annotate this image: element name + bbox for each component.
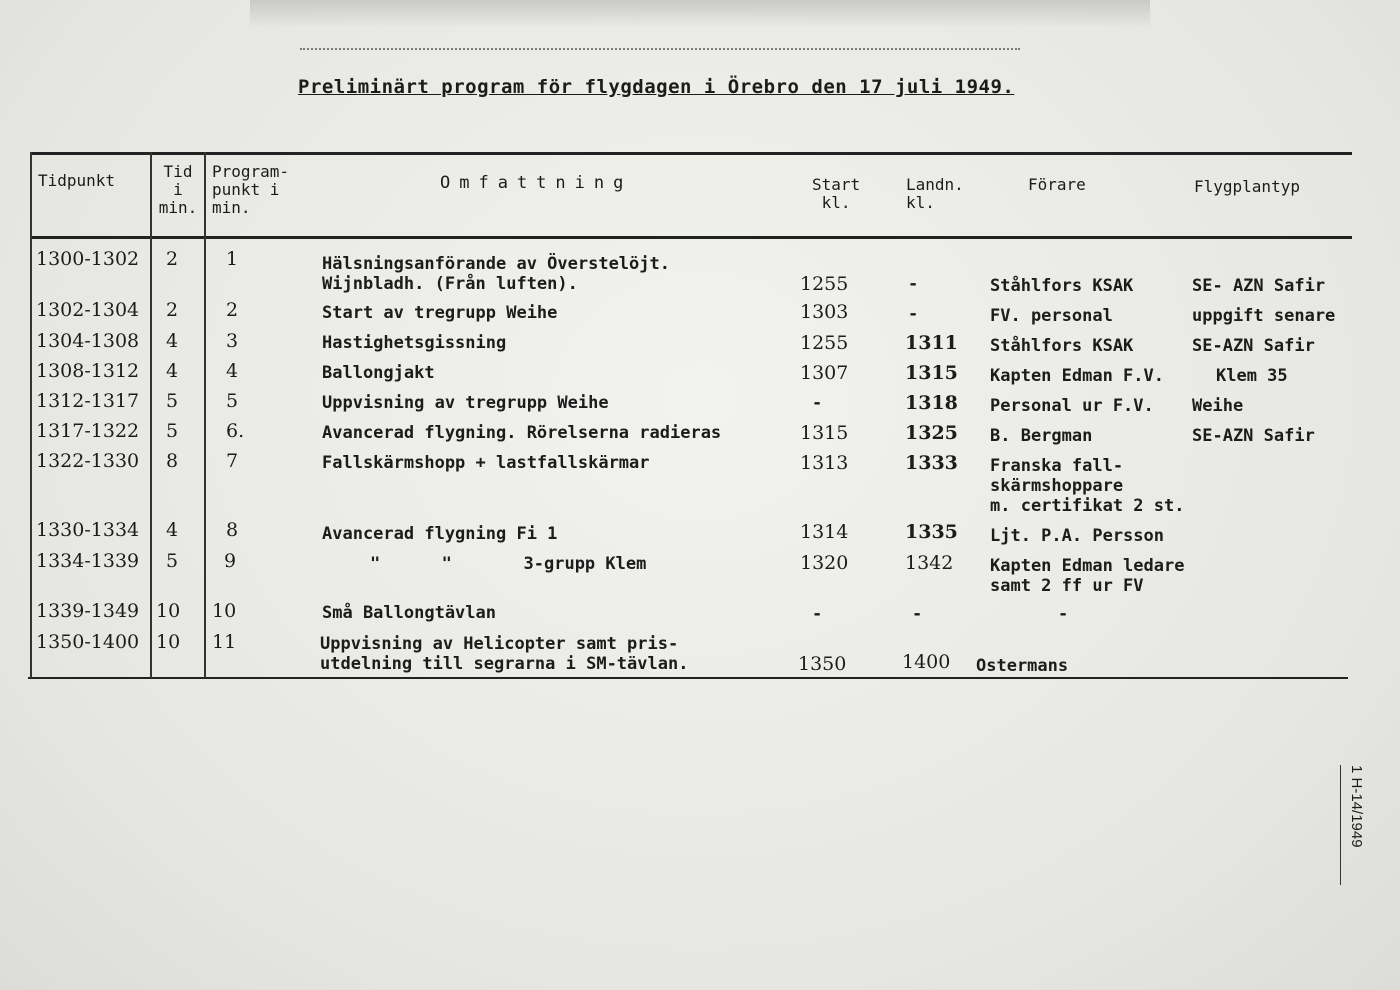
cell-tidpunkt: 1350-1400 <box>36 631 140 653</box>
cell-tid: 2 <box>166 299 179 321</box>
header-tidpunkt: Tidpunkt <box>38 171 116 190</box>
cell-forare: B. Bergman <box>990 426 1093 446</box>
cell-landning: 1315 <box>905 362 958 384</box>
cell-tid: 5 <box>166 420 179 442</box>
cell-tid: 5 <box>166 390 179 412</box>
cell-tid: 4 <box>166 330 179 352</box>
cell-punkt: 11 <box>212 631 237 653</box>
cell-landning: 1335 <box>905 521 958 543</box>
archive-reference-stamp: 1 H-14/1949 <box>1340 765 1365 885</box>
cell-start: 1255 <box>800 273 849 295</box>
cell-tid: 4 <box>166 360 179 382</box>
cell-punkt: 2 <box>226 299 239 321</box>
cell-landning: - <box>912 604 923 624</box>
cell-start: 1313 <box>800 452 849 474</box>
cell-forare: Personal ur F.V. <box>990 396 1154 416</box>
cell-punkt: 5 <box>226 390 239 412</box>
header-flygplantyp: Flygplantyp <box>1194 177 1300 196</box>
cell-flygplantyp: Weihe <box>1192 396 1244 416</box>
cell-landning: 1325 <box>905 422 958 444</box>
header-omfattning: Omfattning <box>440 173 633 193</box>
table-bottom-rule <box>28 677 1348 679</box>
cell-omfattning: Uppvisning av tregrupp Weihe <box>322 393 609 413</box>
copy-smudge <box>250 0 1150 28</box>
cell-omfattning: Start av tregrupp Weihe <box>322 303 558 323</box>
cell-tidpunkt: 1317-1322 <box>36 420 140 442</box>
cell-start: 1314 <box>800 521 849 543</box>
cell-omfattning: Ballongjakt <box>322 363 435 383</box>
cell-omfattning: Avancerad flygning Fi 1 <box>322 524 558 544</box>
cell-landning: 1342 <box>905 552 954 574</box>
cell-omfattning: Uppvisning av Helicopter samt pris- utdelning till segrarna i SM-tävlan. <box>320 634 689 674</box>
header-landning: Landn. kl. <box>906 175 964 212</box>
cell-tid: 10 <box>156 600 181 622</box>
cell-forare: Franska fall- skärmshoppare m. certifikat 2 st. <box>990 456 1185 516</box>
header-bottom-rule <box>30 236 1352 239</box>
cell-forare: Ståhlfors KSAK <box>990 336 1134 356</box>
cell-forare: - <box>1058 604 1069 624</box>
cell-tidpunkt: 1308-1312 <box>36 360 140 382</box>
cell-forare: Ostermans <box>976 656 1069 676</box>
header-tid-min: Tid i min. <box>158 162 198 217</box>
cell-forare: Ståhlfors KSAK <box>990 276 1134 296</box>
cell-forare: Kapten Edman ledare samt 2 ff ur FV <box>990 556 1185 596</box>
cell-forare: FV. personal <box>990 306 1113 326</box>
cell-punkt: 1 <box>226 248 239 270</box>
cell-forare: Kapten Edman F.V. <box>990 366 1164 386</box>
header-start: Start kl. <box>812 175 861 212</box>
cell-landning: - <box>908 274 919 294</box>
cell-start: 1303 <box>800 301 849 323</box>
cell-start: 1307 <box>800 362 849 384</box>
cell-landning: 1333 <box>905 452 958 474</box>
cell-punkt: 10 <box>212 600 237 622</box>
cell-punkt: 8 <box>226 519 239 541</box>
dotted-line <box>300 40 1020 50</box>
cell-tid: 5 <box>166 550 179 572</box>
cell-flygplantyp: uppgift senare <box>1192 306 1336 326</box>
cell-landning: - <box>908 304 919 324</box>
column-divider-left <box>30 152 32 678</box>
column-divider-tid <box>150 152 152 678</box>
cell-start: 1320 <box>800 552 849 574</box>
cell-omfattning: Små Ballongtävlan <box>322 603 496 623</box>
cell-start: - <box>812 393 823 413</box>
cell-tidpunkt: 1322-1330 <box>36 450 140 472</box>
cell-flygplantyp: SE-AZN Safir <box>1192 336 1315 356</box>
cell-tid: 2 <box>166 248 179 270</box>
cell-start: 1350 <box>798 653 847 675</box>
cell-landning: 1400 <box>902 651 951 673</box>
cell-flygplantyp: SE-AZN Safir <box>1192 426 1315 446</box>
cell-omfattning: " " 3-grupp Klem <box>370 554 647 574</box>
cell-omfattning: Avancerad flygning. Rörelserna radieras <box>322 423 722 443</box>
cell-punkt: 9 <box>224 550 237 572</box>
cell-start: 1315 <box>800 422 849 444</box>
cell-punkt: 7 <box>226 450 239 472</box>
cell-tidpunkt: 1300-1302 <box>36 248 140 270</box>
header-programpunkt: Program- punkt i min. <box>212 162 290 217</box>
column-divider-punkt <box>204 152 206 678</box>
cell-omfattning: Hastighetsgissning <box>322 333 507 353</box>
cell-tid: 8 <box>166 450 179 472</box>
cell-punkt: 3 <box>226 330 239 352</box>
cell-tid: 4 <box>166 519 179 541</box>
document-title: Preliminärt program för flygdagen i Örebro den 17 juli 1949. <box>298 76 1015 98</box>
header-forare: Förare <box>1028 175 1086 194</box>
cell-start: 1255 <box>800 332 849 354</box>
cell-tidpunkt: 1304-1308 <box>36 330 140 352</box>
cell-tid: 10 <box>156 631 181 653</box>
cell-landning: 1311 <box>905 332 958 354</box>
cell-tidpunkt: 1330-1334 <box>36 519 140 541</box>
cell-flygplantyp: SE- AZN Safir <box>1192 276 1326 296</box>
cell-forare: Ljt. P.A. Persson <box>990 526 1164 546</box>
cell-omfattning: Fallskärmshopp + lastfallskärmar <box>322 453 650 473</box>
cell-flygplantyp: Klem 35 <box>1216 366 1288 386</box>
table-top-rule <box>30 152 1352 155</box>
cell-punkt: 6. <box>226 420 245 442</box>
cell-tidpunkt: 1339-1349 <box>36 600 140 622</box>
cell-start: - <box>812 604 823 624</box>
cell-landning: 1318 <box>905 392 958 414</box>
cell-omfattning: Hälsningsanförande av Överstelöjt. Wijnbladh. (Från luften). <box>322 254 670 294</box>
cell-tidpunkt: 1312-1317 <box>36 390 140 412</box>
cell-punkt: 4 <box>226 360 239 382</box>
cell-tidpunkt: 1302-1304 <box>36 299 140 321</box>
cell-tidpunkt: 1334-1339 <box>36 550 140 572</box>
